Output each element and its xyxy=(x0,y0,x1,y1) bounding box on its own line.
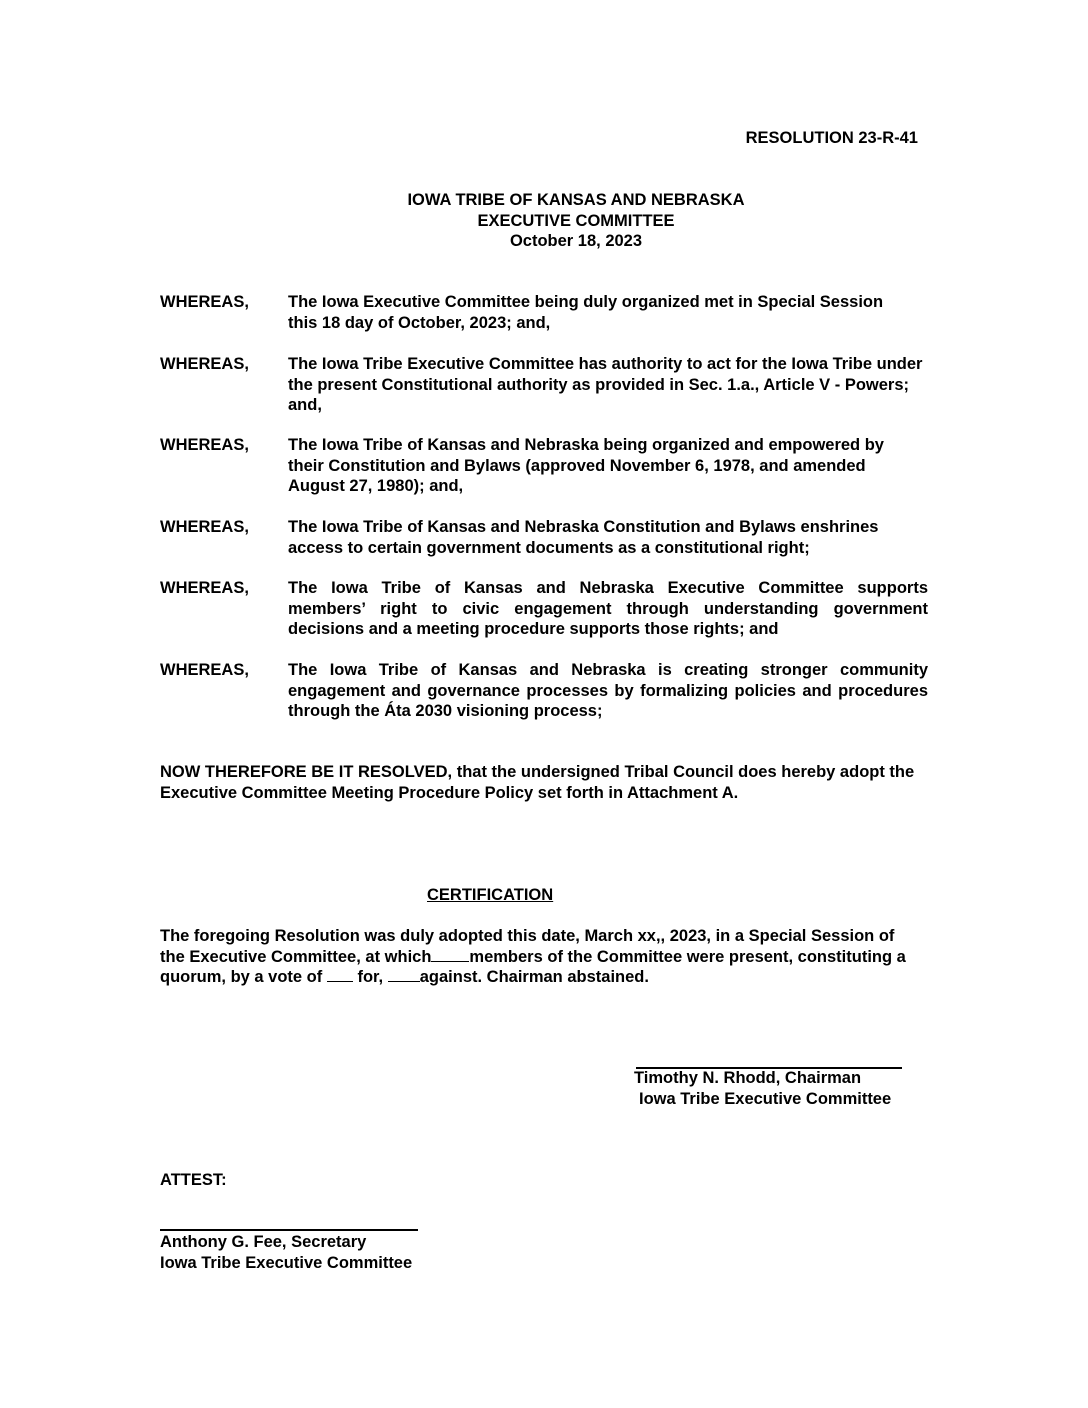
header-date: October 18, 2023 xyxy=(509,232,643,250)
whereas-text: The Iowa Tribe Executive Committee has authority to act for the Iowa Tribe under the present Constitutional authority as provided in Sec. 1.a., Article V - Powers; and, xyxy=(288,355,923,414)
whereas-label: WHEREAS, xyxy=(160,436,249,454)
chairman-name: Timothy N. Rhodd, Chairman xyxy=(634,1069,862,1087)
whereas-label: WHEREAS, xyxy=(160,518,249,536)
votes-for-blank xyxy=(327,967,353,982)
whereas-text: The Iowa Tribe of Kansas and Nebraska Constitution and Bylaws enshrines access to certain government documents as a constitutional right; xyxy=(288,518,879,557)
whereas-clause-6 xyxy=(160,660,928,722)
secretary-signature-line xyxy=(160,1229,418,1231)
whereas-clause-5 xyxy=(160,578,928,640)
secretary-name: Anthony G. Fee, Secretary xyxy=(160,1233,367,1251)
whereas-text: The Iowa Tribe of Kansas and Nebraska being organized and empowered by their Constitution and Bylaws (approved November 6, 1978, and amended August 27, 1980); and, xyxy=(288,436,884,495)
certification-text-part4: against. Chairman abstained. xyxy=(419,968,649,986)
whereas-clause-3 xyxy=(160,435,928,497)
whereas-clause-1 xyxy=(160,292,928,333)
header-org: IOWA TRIBE OF KANSAS AND NEBRASKA xyxy=(407,191,745,209)
resolution-number: RESOLUTION 23-R-41 xyxy=(745,129,918,147)
whereas-clause-2 xyxy=(160,354,928,416)
whereas-label: WHEREAS, xyxy=(160,355,249,373)
whereas-text: The Iowa Tribe of Kansas and Nebraska is creating stronger community engagement and governance processes by formalizing policies and procedures through the Áta 2030 visioning process; xyxy=(288,661,928,720)
certification-text xyxy=(160,926,920,988)
members-count-blank xyxy=(431,947,469,962)
certification-text-part2: members of the Committee were present, constituting a quorum, by a vote of xyxy=(160,947,906,986)
whereas-clause-4 xyxy=(160,517,928,558)
whereas-label: WHEREAS, xyxy=(160,661,249,679)
document-header xyxy=(300,190,852,252)
whereas-text: The Iowa Executive Committee being duly organized met in Special Session this 18 day of October, 2023; and, xyxy=(288,293,884,332)
certification-text-part3: for, xyxy=(357,968,384,986)
secretary-signature-block xyxy=(160,1232,412,1274)
attest-label: ATTEST: xyxy=(160,1171,227,1189)
certification-heading: CERTIFICATION xyxy=(427,886,554,904)
certification-text-part1: The foregoing Resolution was duly adopted this date, March xx,, 2023, in a Special Session of the Executive Committee, at which xyxy=(160,927,895,966)
whereas-text: The Iowa Tribe of Kansas and Nebraska Executive Committee supports members’ right to civic engagement through understanding government decisions and a meeting procedure supports those rights; and xyxy=(288,579,928,638)
header-committee: EXECUTIVE COMMITTEE xyxy=(477,211,675,230)
secretary-title: Iowa Tribe Executive Committee xyxy=(160,1254,413,1272)
votes-against-blank xyxy=(388,967,420,982)
chairman-signature-block xyxy=(634,1068,891,1110)
whereas-label: WHEREAS, xyxy=(160,579,249,597)
chairman-title: Iowa Tribe Executive Committee xyxy=(639,1090,892,1108)
resolved-clause: NOW THEREFORE BE IT RESOLVED, that the undersigned Tribal Council does hereby adopt the Executive Committee Meeting Procedure Policy set forth in Attachment A. xyxy=(160,763,915,802)
whereas-label: WHEREAS, xyxy=(160,293,249,311)
